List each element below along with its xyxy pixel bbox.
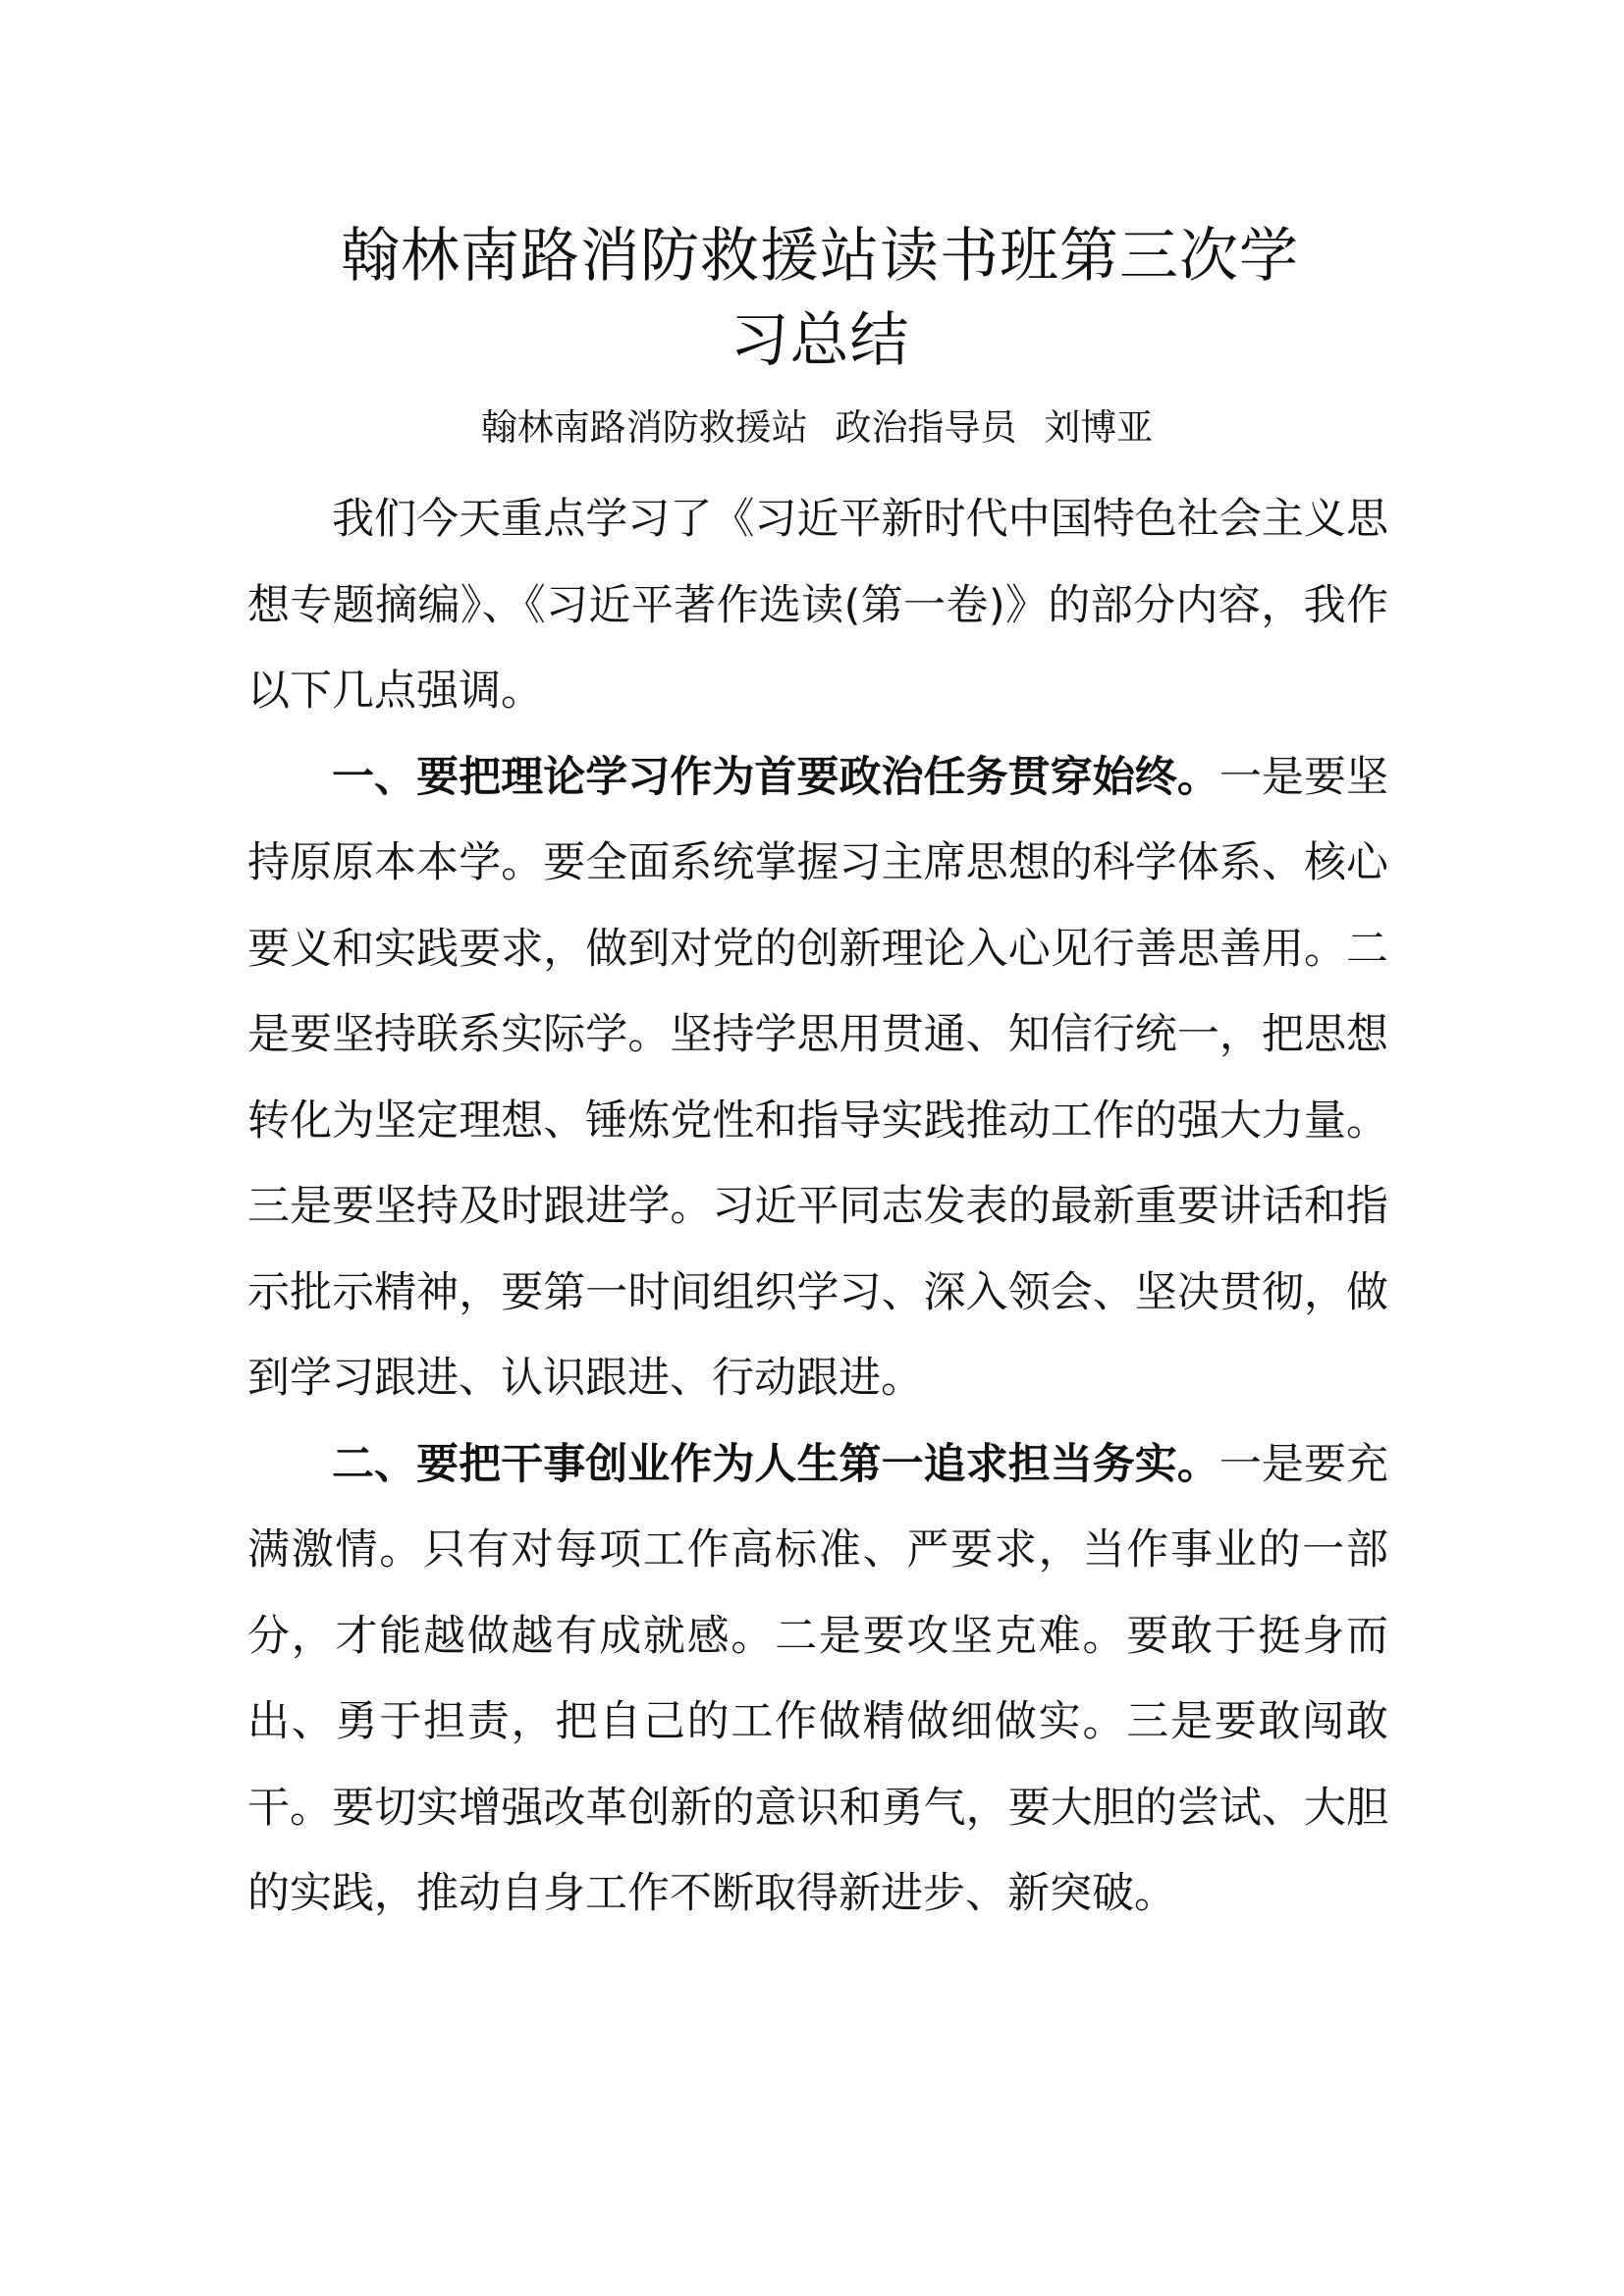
section-body-1: 一是要坚持原原本本学。要全面系统掌握习主席思想的科学体系、核心要义和实践要求，做到对党的创新理论入心见行善思善用。二是要坚持联系实际学。坚持学思用贯通、知信行统一，把思想转化为坚定理想、锤炼党性和指导实践推动工作的强大力量。三是要坚持及时跟进学。习近平同志发表的最新重要讲话和指示批示精神，要第一时间组织学习、深入领会、坚决贯彻，做到学习跟进、认识跟进、行动跟进。 xyxy=(247,752,1389,1403)
title-line-1: 翰林南路消防救援站读书班第三次学 xyxy=(341,222,1299,291)
section-body-2: 一是要充满激情。只有对每项工作高标准、严要求，当作事业的一部分，才能越做越有成就感。二是要攻坚克难。要敢于挺身而出、勇于担责，把自己的工作做精做细做实。三是要敢闯敢干。要切实增强改革创新的意识和勇气，要大胆的尝试、大胆的实践，推动自身工作不断取得新进步、新突破。 xyxy=(247,1439,1389,1918)
title-line-2: 习总结 xyxy=(730,306,910,375)
section-heading-1: 一、要把理论学习作为首要政治任务贯穿始终。 xyxy=(332,752,1219,802)
document-title xyxy=(245,214,1394,383)
byline-author: 刘博亚 xyxy=(1044,406,1154,449)
section-paragraph-2 xyxy=(247,1422,1388,1938)
byline-unit: 翰林南路消防救援站 xyxy=(480,406,808,449)
byline xyxy=(247,400,1386,455)
section-paragraph-1 xyxy=(247,735,1388,1422)
document-body xyxy=(247,477,1388,1938)
section-heading-2: 二、要把干事创业作为人生第一追求担当务实。 xyxy=(332,1439,1219,1489)
intro-paragraph: 我们今天重点学习了《习近平新时代中国特色社会主义思想专题摘编》、《习近平著作选读(第一卷)》的部分内容，我作以下几点强调。 xyxy=(247,495,1388,716)
byline-position: 政治指导员 xyxy=(835,406,1017,449)
